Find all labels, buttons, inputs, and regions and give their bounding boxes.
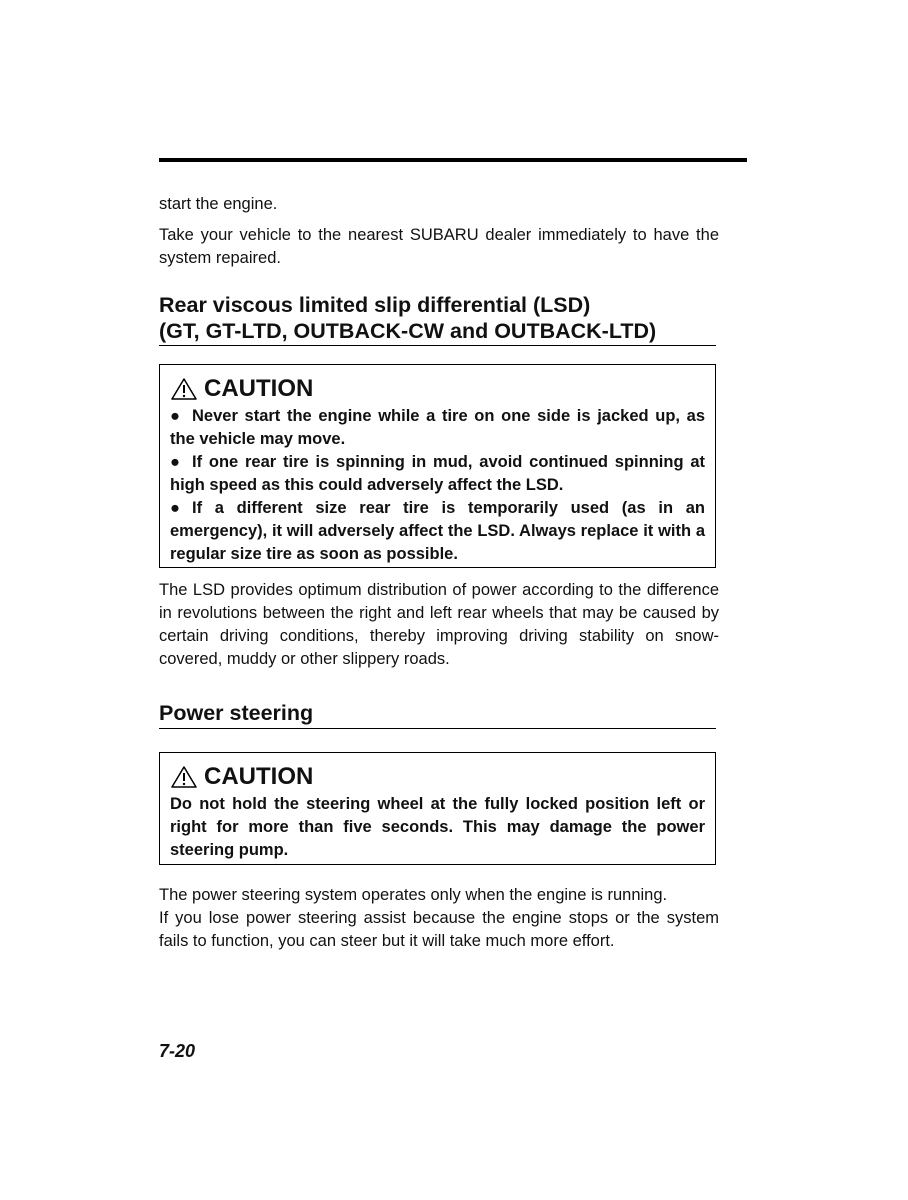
power-steering-caution-text: Do not hold the steering wheel at the fully locked position left or right for more than five seconds. This may damage the power steering pump.	[170, 795, 705, 859]
power-steering-heading: Power steering	[159, 701, 314, 725]
warning-triangle-icon	[170, 765, 198, 789]
intro-line-2: Take your vehicle to the nearest SUBARU dealer immediately to have the system repaired.	[159, 226, 719, 267]
bullet: ●	[170, 453, 180, 471]
bullet: ●	[170, 407, 180, 425]
lsd-heading	[159, 292, 716, 344]
lsd-caution-item-2: ● If one rear tire is spinning in mud, avoid continued spinning at high speed as this could adversely affect the LSD.	[170, 453, 705, 494]
lsd-caution-item-1: ● Never start the engine while a tire on one side is jacked up, as the vehicle may move.	[170, 407, 705, 448]
power-steering-caution-title	[170, 763, 705, 791]
lsd-body: The LSD provides optimum distribution of power according to the difference in revolutions between the right and left rear wheels that may be caused by certain driving conditions, thereby improving driving stability on snow-covered, muddy or other slippery roads.	[159, 581, 719, 668]
power-steering-heading-rule	[159, 728, 716, 729]
power-steering-body-1: The power steering system operates only when the engine is running.	[159, 886, 668, 904]
power-steering-caution-box	[159, 752, 716, 865]
lsd-caution-title	[170, 375, 705, 403]
lsd-caution-item-3: ● If a different size rear tire is temporarily used (as in an emergency), it will adversely affect the LSD. Always replace it with a regular size tire as soon as possible.	[170, 499, 705, 563]
lsd-heading-line-2: (GT, GT-LTD, OUTBACK-CW and OUTBACK-LTD)	[159, 319, 657, 343]
lsd-heading-line-1: Rear viscous limited slip differential (LSD)	[159, 293, 591, 317]
top-rule	[159, 158, 747, 162]
power-steering-caution-label: CAUTION	[204, 763, 314, 790]
bullet: ●	[170, 499, 180, 517]
lsd-caution-box	[159, 364, 716, 568]
lsd-caution-label: CAUTION	[204, 375, 314, 402]
power-steering-body-2: If you lose power steering assist because the engine stops or the system fails to function, you can steer but it will take much more effort.	[159, 909, 719, 950]
warning-triangle-icon	[170, 377, 198, 401]
lsd-heading-rule	[159, 345, 716, 346]
intro-line-1: start the engine.	[159, 195, 278, 213]
page-number: 7-20	[159, 1041, 196, 1061]
